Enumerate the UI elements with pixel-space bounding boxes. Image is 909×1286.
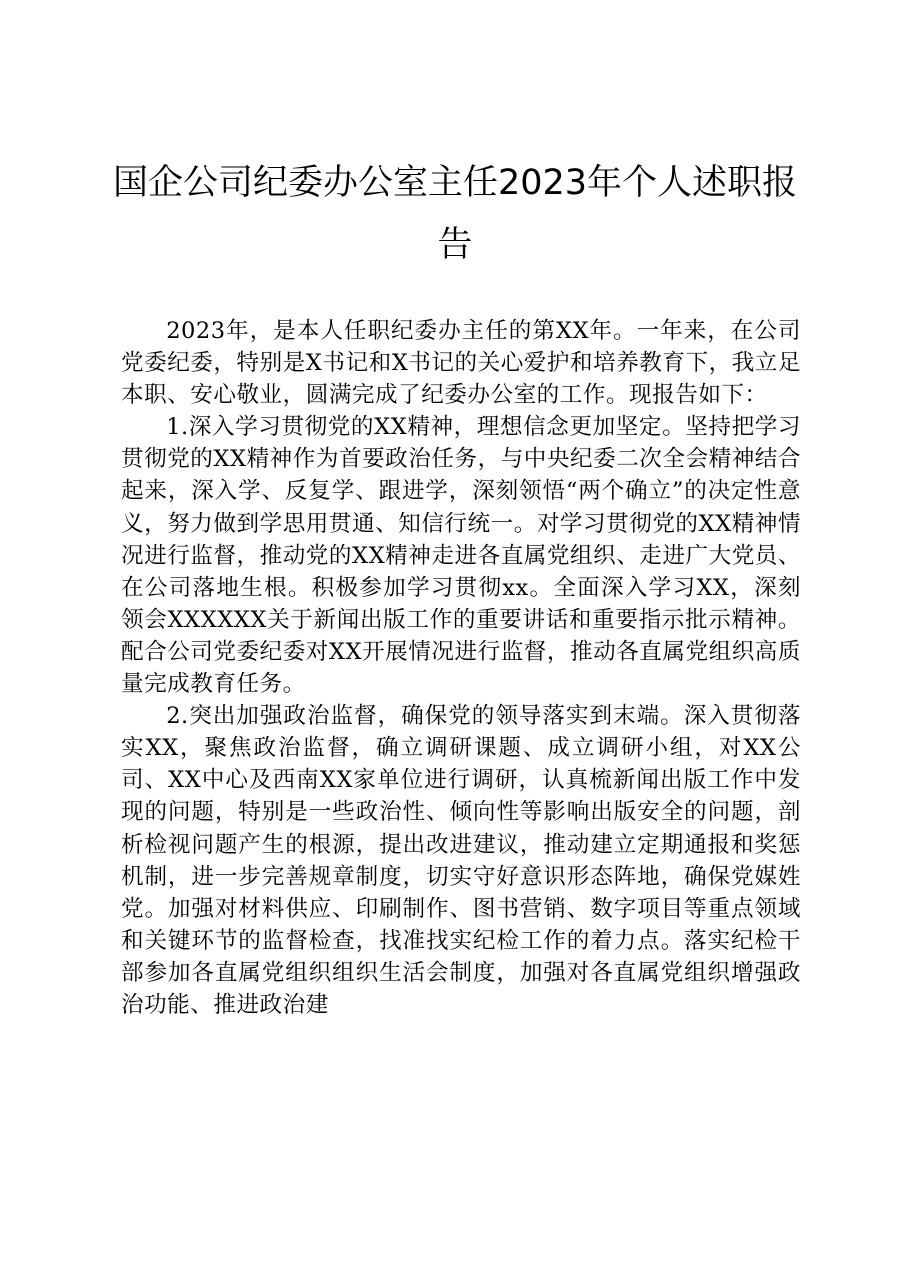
document-body [121,315,801,1021]
paragraph-section-2: 2.突出加强政治监督，确保党的领导落实到末端。深入贯彻落实XX，聚焦政治监督，确立调研课题、成立调研小组，对XX公司、XX中心及西南XX家单位进行调研，认真梳新闻出版工作中发现的问题，特别是一些政治性、倾向性等影响出版安全的问题，剖析检视问题产生的根源，提出改进建议，推动建立定期通报和奖惩机制，进一步完善规章制度，切实守好意识形态阵地，确保党媒姓党。加强对材料供应、印刷制作、图书营销、数字项目等重点领域和关键环节的监督检查，找准找实纪检工作的着力点。落实纪检干部参加各直属党组织组织生活会制度，加强对各直属党组织增强政治功能、推进政治建 [121,703,801,1018]
paragraph-intro: 2023年，是本人任职纪委办主任的第XX年。一年来，在公司党委纪委，特别是X书记和X书记的关心爱护和培养教育下，我立足本职、安心敬业，圆满完成了纪委办公室的工作。现报告如下： [121,318,801,409]
document-title: 国企公司纪委办公室主任2023年个人述职报告 [112,163,798,265]
paragraph-section-1: 1.深入学习贯彻党的XX精神，理想信念更加坚定。坚持把学习贯彻党的XX精神作为首要政治任务，与中央纪委二次全会精神结合起来，深入学、反复学、跟进学，深刻领悟“两个确立”的决定性意义，努力做到学思用贯通、知信行统一。对学习贯彻党的XX精神情况进行监督，推动党的XX精神走进各直属党组织、走进广大党员、在公司落地生根。积极参加学习贯彻xx。全面深入学习XX，深刻领会XXXXXX关于新闻出版工作的重要讲话和重要指示批示精神。配合公司党委纪委对XX开展情况进行监督，推动各直属党组织高质量完成教育任务。 [121,414,801,698]
